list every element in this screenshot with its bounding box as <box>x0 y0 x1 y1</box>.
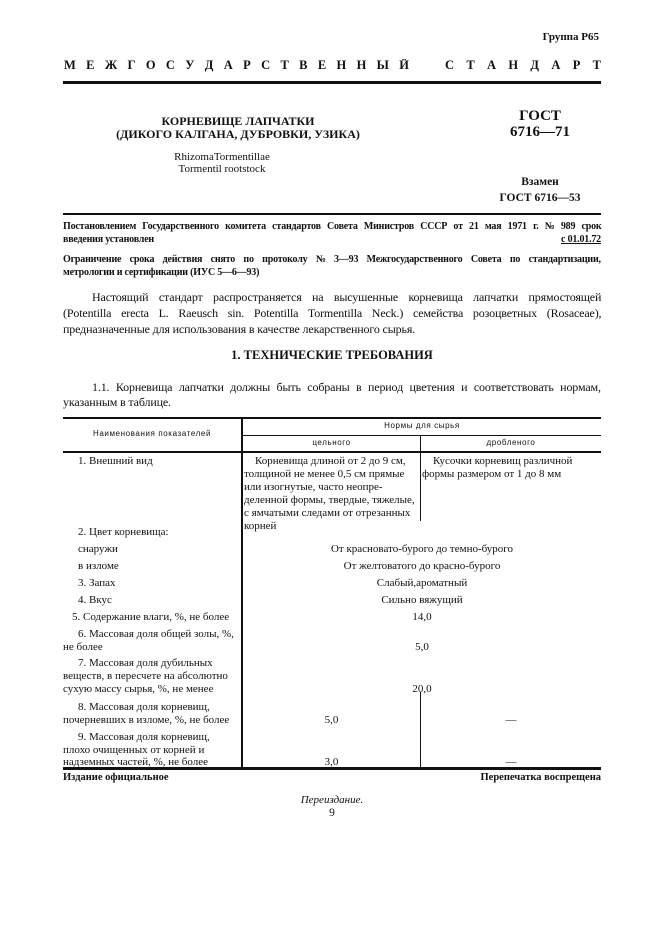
decree-line-2: введения установлен <box>63 234 154 245</box>
row-1-crushed-line: формы размером от 1 до 8 мм <box>422 468 562 480</box>
row-5-value: 14,0 <box>412 611 432 623</box>
banner <box>64 59 601 73</box>
row-1-name: 1. Внешний вид <box>78 455 153 467</box>
intro-line-3: предназначенные для использования в качестве лекарственного сырья. <box>63 322 416 336</box>
row-3-name: 3. Запах <box>78 577 116 589</box>
page-number: 9 <box>329 807 335 819</box>
header-rule <box>63 213 601 215</box>
row-3-value: Слабый,ароматный <box>376 577 468 589</box>
decree-line-1: Постановлением Государственного комитета стандартов Совета Министров СССР от 21 мая 1971 г. № 989 срок <box>63 221 602 232</box>
clause-line-2: указанным в таблице. <box>63 395 171 409</box>
gost-label: ГОСТ <box>519 108 561 124</box>
row-1-whole-line: толщиной не менее 0,5 см прямые <box>244 468 405 480</box>
effective-date: с 01.01.72 <box>561 234 601 245</box>
row-1-whole-line: или изогнутые, часто неопре- <box>244 481 383 493</box>
banner-word-1: М Е Ж Г О С У Д А Р С Т В Е Н Н Ы Й <box>64 59 409 72</box>
row-1-whole-line: корней <box>244 520 277 532</box>
row-8-name-line: 8. Массовая доля корневищ, <box>78 701 210 713</box>
gost-number: 6716—71 <box>510 124 570 140</box>
replaces-gost: ГОСТ 6716—53 <box>499 192 581 204</box>
row-8-whole: 5,0 <box>324 714 339 726</box>
replaces-label: Взамен <box>521 176 559 188</box>
row-6-name-line: 6. Массовая доля общей золы, %, <box>78 628 234 640</box>
limitation-line-2: метрологии и сертификации (ИУС 5—6—93) <box>63 267 260 278</box>
row-1-crushed-line: Кусочки корневищ различной <box>433 455 573 467</box>
reprint-prohibited: Перепечатка воспрещена <box>480 772 601 783</box>
table-split-1 <box>420 435 421 521</box>
row-9-whole: 3,0 <box>324 756 339 768</box>
row-1-whole-line: с ямчатыми следами от отрезанных <box>244 507 411 519</box>
limitation-line-1: Ограничение срока действия снято по протоколу № 3—93 Межгосударственного Совета по стандартизации, <box>63 254 601 265</box>
row-9-name-line: плохо очищенных от корней и <box>63 744 205 756</box>
row-1-whole-line: Корневища длиной от 2 до 9 см, <box>255 455 406 467</box>
row-8-crushed: — <box>505 714 517 726</box>
row-8-name-line: почерневших в изломе, %, не более <box>63 714 230 726</box>
table-top-rule <box>63 417 601 419</box>
row-6-name-line: не более <box>63 641 103 653</box>
header-norms: Нормы для сырья <box>384 421 460 430</box>
section-title: 1. ТЕХНИЧЕСКИЕ ТРЕБОВАНИЯ <box>231 348 433 362</box>
row-2b-value: От желтоватого до красно-бурого <box>343 560 501 572</box>
row-4-name: 4. Вкус <box>78 594 112 606</box>
table-subheader-rule <box>242 435 601 436</box>
row-2a-name: снаружи <box>78 543 118 555</box>
top-rule <box>63 81 601 84</box>
row-4-value: Сильно вяжущий <box>381 594 463 606</box>
row-6-value: 5,0 <box>415 641 429 653</box>
banner-word-2: С Т А Н Д А Р Т <box>445 59 601 72</box>
table-header-rule <box>63 451 601 453</box>
official-edition: Издание официальное <box>63 772 169 783</box>
row-7-name-line: сухую массу сырья, %, не менее <box>63 683 214 695</box>
row-7-name-line: 7. Массовая доля дубильных <box>78 657 213 669</box>
title-line-1: КОРНЕВИЩЕ ЛАПЧАТКИ <box>161 114 315 128</box>
row-2a-value: От красновато-бурого до темно-бурого <box>330 543 514 555</box>
row-9-name-line: надземных частей, %, не более <box>63 756 208 768</box>
title-line-2: (ДИКОГО КАЛГАНА, ДУБРОВКИ, УЗИКА) <box>116 127 360 141</box>
intro-line-2: (Potentilla erecta L. Raeusch sin. Potentilla Tormentilla Neck.) семейства розоцветных (Rosaceae), <box>63 306 602 320</box>
row-7-name-line: веществ, в пересчете на абсолютно <box>63 670 228 682</box>
header-crushed: дробленого <box>486 438 536 447</box>
row-1-whole-line: деленной формы, твердые, тяжелые, <box>244 494 415 506</box>
header-whole: цельного <box>312 438 351 447</box>
row-7-value: 20,0 <box>412 683 432 695</box>
latin-name: RhizomaTormentillae <box>174 151 270 163</box>
intro-line-1: Настоящий стандарт распространяется на высушенные корневища лапчатки прямостоящей <box>92 290 602 304</box>
row-9-crushed: — <box>505 756 517 768</box>
header-indicator-names: Наименования показателей <box>92 429 212 438</box>
english-name: Tormentil rootstock <box>178 163 266 175</box>
row-2b-name: в изломе <box>78 560 119 572</box>
clause-line-1: 1.1. Корневища лапчатки должны быть собраны в период цветения и соответствовать нормам, <box>92 380 601 394</box>
group-code: Группа Р65 <box>542 31 599 43</box>
row-2-name: 2. Цвет корневища: <box>78 526 169 538</box>
row-9-name-line: 9. Массовая доля корневищ, <box>78 731 210 743</box>
row-5-name: 5. Содержание влаги, %, не более <box>72 611 230 623</box>
reissue-note: Переиздание. <box>300 794 364 806</box>
